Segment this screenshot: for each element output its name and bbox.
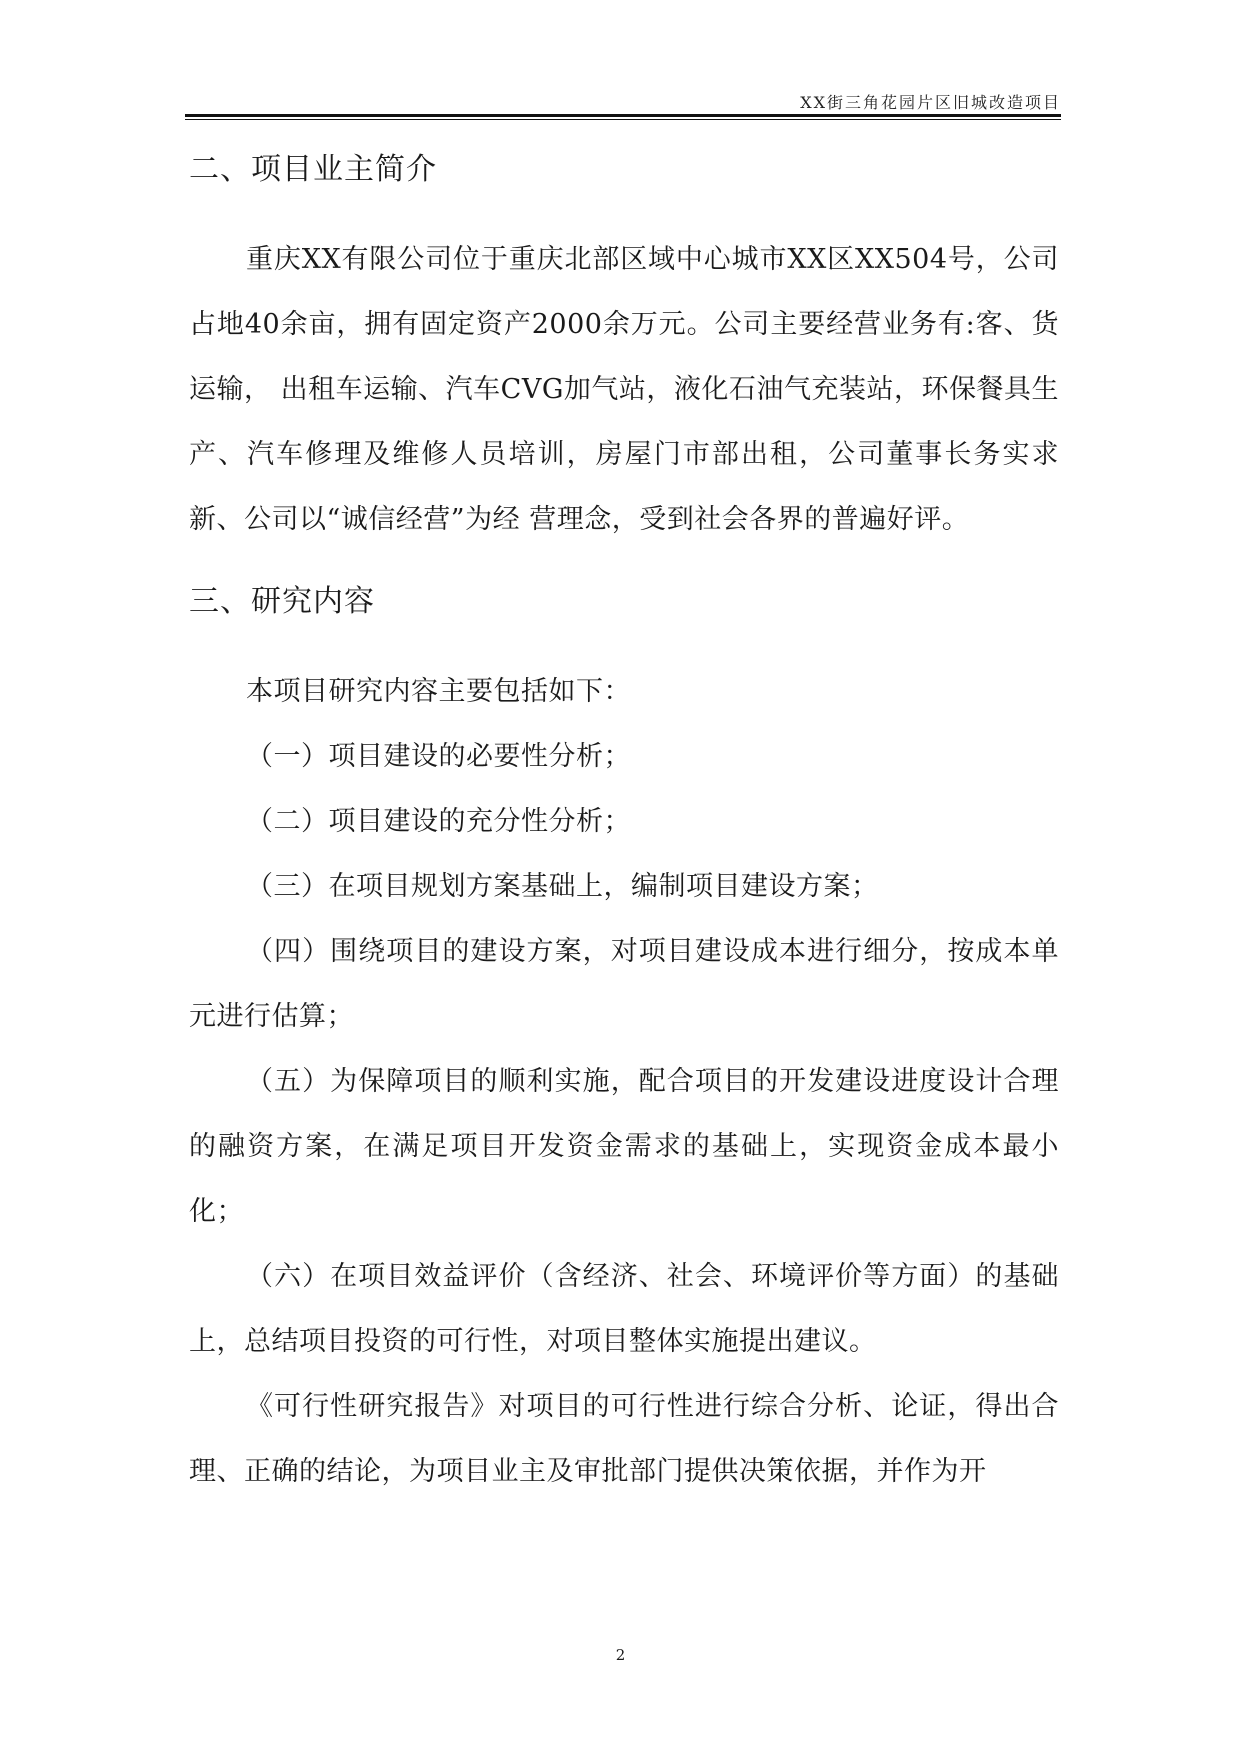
header-title: XX街三角花园片区旧城改造项目	[800, 93, 1061, 112]
list-item: （一）项目建设的必要性分析；	[246, 741, 631, 772]
section-heading-owner: 二、项目业主简介	[189, 152, 437, 187]
paragraph: 本项目研究内容主要包括如下：	[246, 676, 631, 707]
list-item: （三）在项目规划方案基础上，编制项目建设方案；	[246, 871, 879, 902]
page-number: 2	[615, 1646, 626, 1664]
section-heading-research: 三、研究内容	[189, 584, 375, 619]
page-header	[185, 84, 1061, 120]
document-body	[189, 150, 1059, 1504]
paragraph: 《可行性研究报告》对项目的可行性进行综合分析、论证，得出合理、正确的结论，为项目业主及审批部门提供决策依据，并作为开	[189, 1391, 1059, 1487]
header-rule	[185, 114, 1061, 117]
list-item: （五）为保障项目的顺利实施，配合项目的开发建设进度设计合理的融资方案，在满足项目开发资金需求的基础上，实现资金成本最小化；	[189, 1066, 1059, 1227]
header-rule-thin	[185, 119, 1061, 120]
paragraph: 重庆XX有限公司位于重庆北部区域中心城市XX区XX504号，公司占地40余亩，拥有固定资产2000余万元。公司主要经营业务有:客、货运输， 出租车运输、汽车CVG加气站，液化石油气充装站，环保餐具生产、汽车修理及维修人员培训，房屋门市部出租，公司董事长务实求新、公司以“诚信经营”为经 营理念，受到社会各界的普遍好评。	[189, 244, 1059, 535]
list-item: （六）在项目效益评价（含经济、社会、环境评价等方面）的基础上，总结项目投资的可行性，对项目整体实施提出建议。	[189, 1261, 1059, 1357]
list-item: （二）项目建设的充分性分析；	[246, 806, 631, 837]
list-item: （四）围绕项目的建设方案，对项目建设成本进行细分，按成本单元进行估算；	[189, 936, 1059, 1032]
